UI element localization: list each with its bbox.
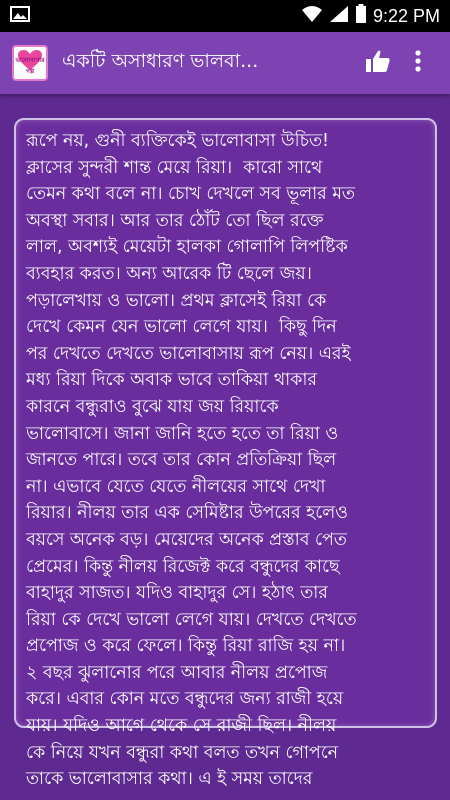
like-button[interactable] xyxy=(358,41,398,85)
status-left xyxy=(10,6,30,26)
overflow-menu-button[interactable] xyxy=(398,41,438,85)
status-right xyxy=(301,4,440,28)
status-bar xyxy=(0,0,450,32)
more-vert-icon xyxy=(414,49,422,77)
thumbs-up-icon xyxy=(365,49,391,77)
signal-icon xyxy=(329,5,349,27)
heart-logo-icon[interactable] xyxy=(12,45,48,81)
battery-icon xyxy=(355,4,367,28)
wifi-icon xyxy=(301,5,323,27)
logo-text: ভালোবাসার গল্প xyxy=(15,57,45,75)
story-card[interactable] xyxy=(14,118,437,790)
image-icon xyxy=(10,6,30,26)
status-time: 9:22 PM xyxy=(372,5,440,26)
app-title: একটি অসাধারণ ভালবা... xyxy=(62,50,259,72)
app-bar xyxy=(0,32,450,94)
story-text: রূপে নয়, গুনী ব্যক্তিকেই ভালোবাসা উচিত! ক্লাসের সুন্দরী শান্ত মেয়ে রিয়া। কারো সাথে তেমন কথা বলে না। চোখ দেখলে সব ভূলার মত অবস্থা সবার। আর তার ঠোঁট তো ছিল রক্তে লাল, অবশ্যই মেয়েটা হালকা গোলাপি লিপষ্টিক ব্যবহার করত। অন্য আরেক টি ছেলে জয়। পড়ালেখায় ও ভালো। প্রথম ক্লাসেই রিয়া কে দেখে কেমন যেন ভালো লেগে যায়। কিছু দিন পর দেখতে দেখতে ভালোবাসায় রূপ নেয়। এরই মধ্য রিয়া দিকে অবাক ভাবে তাকিয়া থাকার কারনে বন্ধুরাও বুঝে যায় জয় রিয়াকে ভালোবাসে। জানা জানি হতে হতে তা রিয়া ও জানতে পারে। তবে তার কোন প্রতিক্রিয়া ছিল না। এভাবে যেতে যেতে নীলয়ের সাথে দেখা রিয়ার। নীলয় তার এক সেমিষ্টার উপরের হলেও বয়সে অনেক বড়। মেয়েদের অনেক প্রস্তাব পেত প্রেমের। কিন্তু নীলয় রিজেক্ট করে বন্ধুদের কাছে বাহাদুর সাজত। যদিও বাহাদুর সে। হঠাৎ তার রিয়া কে দেখে ভালো লেগে যায়। দেখতে দেখতে প্রপোজ ও করে ফেলে। কিন্তু রিয়া রাজি হয় না। ২ বছর ঝুলানোর পরে আবার নীলয় প্রপোজ করে। এবার কোন মতে বন্ধুদের জন্য রাজী হয়ে যায়। যদিও আগে থেকে সে রাজী ছিল। নীলয় কে নিয়ে যখন বন্ধুরা কথা বলত তখন গোপনে তাকে ভালোবাসার কথা। এ ই সময় তাদের xyxy=(26,131,357,790)
